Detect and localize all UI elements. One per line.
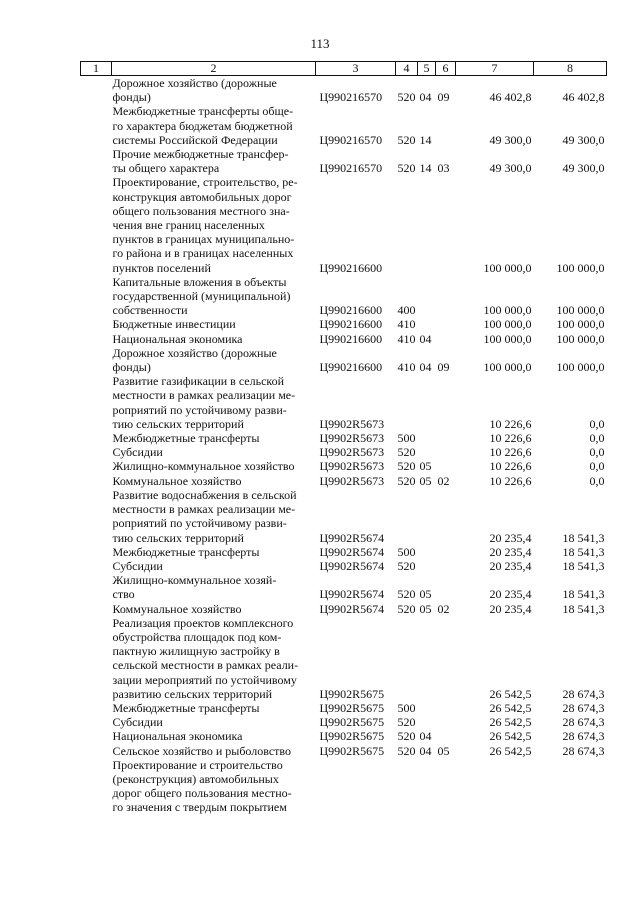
row-amount-7: 20 235,4 [489, 601, 532, 616]
table-row [81, 715, 607, 729]
table-row [81, 758, 607, 815]
row-name-line: Субсидии [112, 715, 163, 730]
row-c5: 04 [419, 729, 432, 744]
row-c6: 03 [437, 161, 450, 176]
row-name [81, 715, 316, 729]
row-code: Ц9902R5674 [319, 558, 385, 573]
row-name [81, 346, 316, 374]
row-amount-8 [534, 758, 607, 815]
row-name-line: Сельское хозяйство и рыболовство [112, 743, 292, 758]
row-c6 [436, 374, 456, 431]
row-c4: 500 [397, 544, 416, 559]
row-amount-7: 26 542,5 [489, 686, 532, 701]
row-c4: 520 [397, 601, 416, 616]
row-amount-8: 0,0 [589, 445, 605, 460]
row-c5: 04 [419, 90, 432, 105]
row-code: Ц9902R5675 [319, 700, 385, 715]
row-amount-7: 49 300,0 [489, 132, 532, 147]
row-name-line: пактную жилищную застройку в [112, 644, 280, 659]
row-code: Ц9902R5673 [319, 416, 385, 431]
row-name-line: го характера бюджетам бюджетной [112, 118, 293, 133]
row-c5 [418, 758, 436, 815]
row-amount-8: 100 000,0 [556, 303, 605, 318]
table-row [81, 474, 607, 488]
row-amount-8: 100 000,0 [556, 331, 605, 346]
table-row [81, 445, 607, 459]
row-code: Ц9902R5675 [319, 686, 385, 701]
header-col-7: 7 [456, 62, 534, 76]
row-amount-7: 100 000,0 [483, 360, 532, 375]
row-name-line: (реконструкция) автомобильных [112, 771, 279, 786]
row-c6 [436, 729, 456, 743]
row-c5: 04 [419, 360, 432, 375]
row-name-line: пунктов в границах муниципально- [112, 232, 295, 247]
row-code: Ц9902R5673 [319, 445, 385, 460]
row-amount-8: 18 541,3 [562, 601, 605, 616]
row-c4: 520 [397, 473, 416, 488]
row-c4: 520 [397, 587, 416, 602]
row-name-line: дорог общего пользования местно- [112, 786, 292, 801]
row-c5: 05 [419, 459, 432, 474]
row-c5: 05 [419, 587, 432, 602]
row-name-line: Межбюджетные трансферты [112, 700, 260, 715]
row-amount-8: 49 300,0 [562, 132, 605, 147]
row-c5: 14 [419, 161, 432, 176]
row-name-line: ство [112, 587, 135, 602]
table-row [81, 459, 607, 473]
row-c5: 14 [419, 132, 432, 147]
row-c4: 500 [397, 700, 416, 715]
row-name-line: Прочие межбюджетные трансфер- [112, 147, 289, 162]
row-name [81, 602, 316, 616]
table-row [81, 573, 607, 601]
row-c5 [418, 275, 436, 318]
row-name-line: фонды) [112, 90, 151, 105]
row-name-line: Дорожное хозяйство (дорожные [112, 345, 277, 360]
row-code: Ц9902R5675 [319, 729, 385, 744]
row-code: Ц990216600 [319, 331, 383, 346]
row-c6 [436, 715, 456, 729]
row-c4 [396, 758, 418, 815]
row-c6 [436, 445, 456, 459]
row-code: Ц9902R5674 [319, 587, 385, 602]
row-amount-7: 10 226,6 [489, 431, 532, 446]
row-c6 [436, 616, 456, 701]
table-row [81, 545, 607, 559]
header-col-5: 5 [418, 62, 436, 76]
row-name [81, 332, 316, 346]
row-amount-7: 26 542,5 [489, 700, 532, 715]
row-c4: 520 [397, 715, 416, 730]
row-name-line: Развитие газификации в сельской [112, 374, 285, 389]
row-c6 [436, 332, 456, 346]
row-name [81, 317, 316, 331]
row-amount-8: 0,0 [589, 473, 605, 488]
table-header [81, 62, 607, 76]
row-name [81, 459, 316, 473]
row-c6 [436, 275, 456, 318]
row-name-line: собственности [112, 303, 188, 318]
row-c5 [418, 545, 436, 559]
row-name-line: Капитальные вложения в объекты [112, 274, 287, 289]
row-name-line: Жилищно-коммунальное хозяй- [112, 573, 277, 588]
row-name-line: Межбюджетные трансферты обще- [112, 104, 294, 119]
table-row [81, 104, 607, 147]
row-amount-8: 0,0 [589, 431, 605, 446]
row-c6: 02 [437, 601, 450, 616]
row-name-line: ты общего характера [112, 161, 220, 176]
row-amount-7: 100 000,0 [483, 303, 532, 318]
row-c6 [436, 573, 456, 601]
row-amount-8: 0,0 [589, 459, 605, 474]
row-amount-7: 46 402,8 [489, 90, 532, 105]
row-name [81, 616, 316, 701]
row-code: Ц9902R5675 [319, 715, 385, 730]
row-c4: 520 [397, 161, 416, 176]
row-amount-8: 28 674,3 [562, 686, 605, 701]
row-c5 [418, 559, 436, 573]
row-amount-8: 100 000,0 [556, 360, 605, 375]
row-name-line: Развитие водоснабжения в сельской [112, 487, 297, 502]
row-code: Ц9902R5674 [319, 530, 385, 545]
row-c4: 400 [397, 303, 416, 318]
row-c4: 410 [397, 331, 416, 346]
row-c6 [436, 701, 456, 715]
row-c5 [418, 317, 436, 331]
row-amount-8: 28 674,3 [562, 715, 605, 730]
row-name [81, 147, 316, 175]
row-amount-8: 18 541,3 [562, 558, 605, 573]
row-name-line: го значения с твердым покрытием [112, 800, 287, 815]
row-c4: 500 [397, 431, 416, 446]
header-col-3: 3 [316, 62, 396, 76]
header-col-2: 2 [112, 62, 316, 76]
row-c4 [396, 374, 418, 431]
row-c6 [436, 488, 456, 545]
table-row [81, 147, 607, 175]
row-amount-8: 100 000,0 [556, 260, 605, 275]
row-name-line: пунктов поселений [112, 260, 211, 275]
row-name-line: местности в рамках реализации ме- [112, 388, 296, 403]
row-name [81, 474, 316, 488]
table-row [81, 317, 607, 331]
table-row [81, 729, 607, 743]
row-c6 [436, 545, 456, 559]
row-amount-8: 18 541,3 [562, 544, 605, 559]
row-amount-7: 20 235,4 [489, 544, 532, 559]
row-amount-7 [456, 758, 534, 815]
row-amount-7: 10 226,6 [489, 416, 532, 431]
header-row [81, 62, 607, 76]
row-amount-7: 26 542,5 [489, 715, 532, 730]
row-name [81, 744, 316, 758]
row-code: Ц990216570 [319, 132, 383, 147]
row-c5 [418, 715, 436, 729]
table-row [81, 559, 607, 573]
row-c6 [436, 317, 456, 331]
row-name [81, 374, 316, 431]
row-c5: 04 [419, 743, 432, 758]
row-code: Ц9902R5673 [319, 431, 385, 446]
row-code: Ц990216600 [319, 317, 383, 332]
row-name [81, 175, 316, 274]
table-row [81, 431, 607, 445]
row-amount-7: 100 000,0 [483, 317, 532, 332]
row-name-line: зации мероприятий по устойчивому [112, 672, 297, 687]
row-amount-8: 28 674,3 [562, 700, 605, 715]
row-name-line: тию сельских территорий [112, 530, 244, 545]
row-name-line: Межбюджетные трансферты [112, 544, 260, 559]
row-name [81, 573, 316, 601]
row-amount-7: 10 226,6 [489, 445, 532, 460]
row-name-line: Дорожное хозяйство (дорожные [112, 76, 277, 90]
row-amount-8: 18 541,3 [562, 530, 605, 545]
row-name [81, 729, 316, 743]
row-code: Ц990216570 [319, 161, 383, 176]
table-row [81, 616, 607, 701]
row-name-line: Жилищно-коммунальное хозяйство [112, 459, 295, 474]
row-name-line: Проектирование, строительство, ре- [112, 175, 298, 190]
row-amount-7: 49 300,0 [489, 161, 532, 176]
row-amount-8: 46 402,8 [562, 90, 605, 105]
row-c6: 09 [437, 90, 450, 105]
row-c5: 05 [419, 601, 432, 616]
row-c4: 410 [397, 360, 416, 375]
row-c4: 520 [397, 132, 416, 147]
row-c4 [396, 616, 418, 701]
row-name-line: Национальная экономика [112, 331, 243, 346]
row-amount-7: 20 235,4 [489, 587, 532, 602]
row-code [316, 758, 396, 815]
row-amount-7: 26 542,5 [489, 743, 532, 758]
row-name-line: обустройства площадок под ком- [112, 629, 282, 644]
row-name-line: конструкция автомобильных дорог [112, 189, 292, 204]
row-c5 [418, 445, 436, 459]
row-name [81, 431, 316, 445]
table-row [81, 701, 607, 715]
row-c4: 520 [397, 743, 416, 758]
row-name-line: Межбюджетные трансферты [112, 431, 260, 446]
row-amount-8: 49 300,0 [562, 161, 605, 176]
row-name [81, 104, 316, 147]
row-code: Ц9902R5673 [319, 473, 385, 488]
row-name-line: сельской местности в рамках реали- [112, 658, 299, 673]
row-name [81, 701, 316, 715]
row-amount-8: 18 541,3 [562, 587, 605, 602]
row-c6 [436, 431, 456, 445]
row-code: Ц990216600 [319, 303, 383, 318]
row-code: Ц9902R5674 [319, 544, 385, 559]
row-name-line: Субсидии [112, 445, 163, 460]
row-code: Ц990216600 [319, 260, 383, 275]
row-code: Ц9902R5674 [319, 601, 385, 616]
row-amount-8: 28 674,3 [562, 743, 605, 758]
row-amount-8: 100 000,0 [556, 317, 605, 332]
row-c4: 520 [397, 90, 416, 105]
row-name [81, 445, 316, 459]
row-c6: 02 [437, 473, 450, 488]
row-name-line: общего пользования местного зна- [112, 203, 290, 218]
row-name-line: тию сельских территорий [112, 416, 244, 431]
row-c5 [418, 431, 436, 445]
row-c5 [418, 374, 436, 431]
row-amount-7: 100 000,0 [483, 260, 532, 275]
row-amount-7: 26 542,5 [489, 729, 532, 744]
row-c6: 09 [437, 360, 450, 375]
row-name [81, 275, 316, 318]
row-name-line: государственной (муниципальной) [112, 289, 291, 304]
row-amount-7: 10 226,6 [489, 459, 532, 474]
row-code: Ц990216600 [319, 360, 383, 375]
row-c5 [418, 616, 436, 701]
row-c6: 05 [437, 743, 450, 758]
row-name-line: Субсидии [112, 558, 163, 573]
table-row [81, 175, 607, 274]
row-c4: 520 [397, 445, 416, 460]
row-name-line: Коммунальное хозяйство [112, 601, 242, 616]
row-c4: 410 [397, 317, 416, 332]
row-amount-7: 20 235,4 [489, 530, 532, 545]
table-row [81, 76, 607, 105]
row-name-line: роприятий по устойчивому разви- [112, 516, 287, 531]
row-code: Ц9902R5675 [319, 743, 385, 758]
row-amount-7: 100 000,0 [483, 331, 532, 346]
row-c5 [418, 488, 436, 545]
row-name-line: местности в рамках реализации ме- [112, 502, 296, 517]
row-c4 [396, 488, 418, 545]
row-c4: 520 [397, 459, 416, 474]
page-number: 113 [310, 36, 330, 51]
row-c4 [396, 175, 418, 274]
row-name [81, 488, 316, 545]
table-row [81, 275, 607, 318]
row-name-line: развитию сельских территорий [112, 686, 273, 701]
row-name-line: Реализация проектов комплексного [112, 615, 294, 630]
row-c6 [436, 175, 456, 274]
header-col-6: 6 [436, 62, 456, 76]
table-row [81, 602, 607, 616]
row-name-line: роприятий по устойчивому разви- [112, 402, 287, 417]
row-code: Ц990216570 [319, 90, 383, 105]
row-c6 [436, 459, 456, 473]
row-c6 [436, 758, 456, 815]
row-name-line: Коммунальное хозяйство [112, 473, 242, 488]
row-c6 [436, 559, 456, 573]
table-row [81, 374, 607, 431]
row-name [81, 545, 316, 559]
row-amount-7: 20 235,4 [489, 558, 532, 573]
row-name-line: Национальная экономика [112, 729, 243, 744]
row-name-line: системы Российской Федерации [112, 132, 278, 147]
table-row [81, 488, 607, 545]
row-code: Ц9902R5673 [319, 459, 385, 474]
row-name-line: го района и в границах населенных [112, 246, 294, 261]
budget-table [80, 61, 607, 815]
row-c4: 520 [397, 558, 416, 573]
row-c5 [418, 701, 436, 715]
table-body [81, 76, 607, 815]
header-col-8: 8 [534, 62, 607, 76]
row-c5: 05 [419, 473, 432, 488]
row-c6 [436, 104, 456, 147]
row-name [81, 758, 316, 815]
row-c5: 04 [419, 331, 432, 346]
row-c5 [418, 175, 436, 274]
row-name [81, 76, 316, 105]
row-name-line: Проектирование и строительство [112, 757, 283, 772]
row-amount-7: 10 226,6 [489, 473, 532, 488]
row-c4: 520 [397, 729, 416, 744]
table-row [81, 346, 607, 374]
row-name [81, 559, 316, 573]
header-col-1: 1 [81, 62, 112, 76]
table-row [81, 332, 607, 346]
row-amount-8: 28 674,3 [562, 729, 605, 744]
row-amount-8: 0,0 [589, 416, 605, 431]
row-name-line: фонды) [112, 360, 151, 375]
header-col-4: 4 [396, 62, 418, 76]
row-name-line: Бюджетные инвестиции [112, 317, 236, 332]
table-row [81, 744, 607, 758]
row-name-line: чения вне границ населенных [112, 218, 265, 233]
